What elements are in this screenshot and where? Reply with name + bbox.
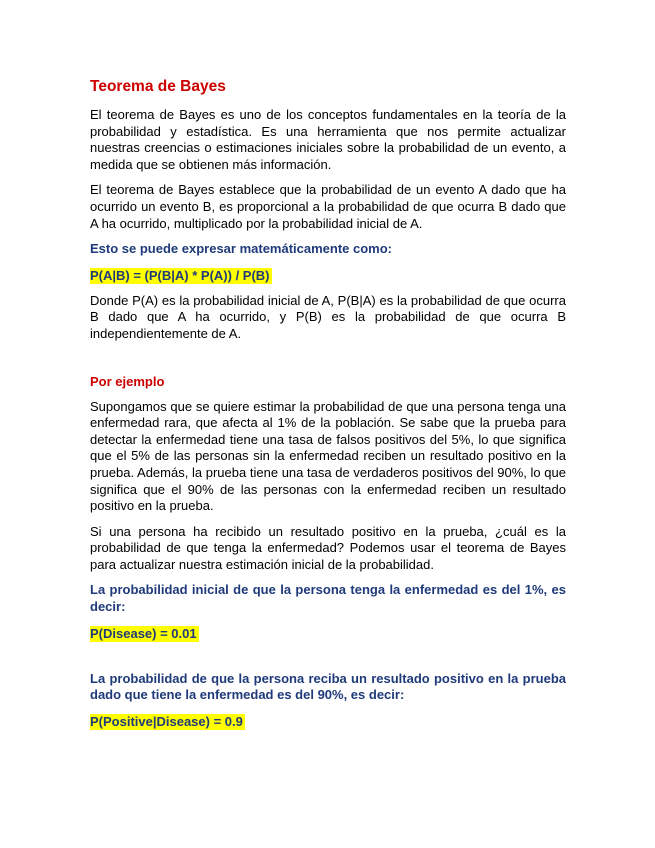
prior-text: La probabilidad inicial de que la persona tenga la enfermedad es del 1%, es decir:	[90, 582, 566, 615]
example-paragraph-1: Supongamos que se quiere estimar la probabilidad de que una persona tenga una enfermedad rara, que afecta al 1% de la población. Se sabe que la prueba para detectar la enfermedad tiene una tasa de falsos positivos del 5%, lo que significa que el 5% de las personas sin la enfermedad reciben un resultado positivo en la prueba. Además, la prueba tiene una tasa de verdaderos positivos del 90%, lo que significa que el 90% de las personas con la enfermedad reciben un resultado positivo en la prueba.	[90, 398, 566, 514]
prior-formula: P(Disease) = 0.01	[90, 625, 197, 641]
explanation-paragraph: Donde P(A) es la probabilidad inicial de A, P(B|A) es la probabilidad de que ocurra B dado que A ha ocurrido, y P(B) es la probabilidad de que ocurra B independientemente de A.	[90, 292, 566, 341]
likelihood-text: La probabilidad de que la persona reciba un resultado positivo en la prueba dado que tiene la enfermedad es del 90%, es decir:	[90, 670, 566, 703]
document-title: Teorema de Bayes	[90, 78, 226, 95]
bayes-formula: P(A|B) = (P(B|A) * P(A)) / P(B)	[90, 267, 270, 283]
definition-paragraph: El teorema de Bayes establece que la probabilidad de un evento A dado que ha ocurrido un evento B, es proporcional a la probabilidad de que ocurra B dado que A ha ocurrido, multiplicado por la probabilidad inicial de A.	[90, 182, 566, 231]
example-heading: Por ejemplo	[90, 373, 165, 389]
example-paragraph-2: Si una persona ha recibido un resultado positivo en la prueba, ¿cuál es la probabilidad de que tenga la enfermedad? Podemos usar el teorema de Bayes para actualizar nuestra estimación inicial de la probabilidad.	[90, 523, 566, 572]
math-intro-text: Esto se puede expresar matemáticamente como:	[90, 241, 393, 257]
likelihood-formula: P(Positive|Disease) = 0.9	[90, 713, 243, 729]
intro-paragraph: El teorema de Bayes es uno de los conceptos fundamentales en la teoría de la probabilidad y estadística. Es una herramienta que nos permite actualizar nuestras creencias o estimaciones iniciales sobre la probabilidad de un evento, a medida que se obtienen más información.	[90, 107, 566, 172]
document-page	[90, 78, 566, 739]
